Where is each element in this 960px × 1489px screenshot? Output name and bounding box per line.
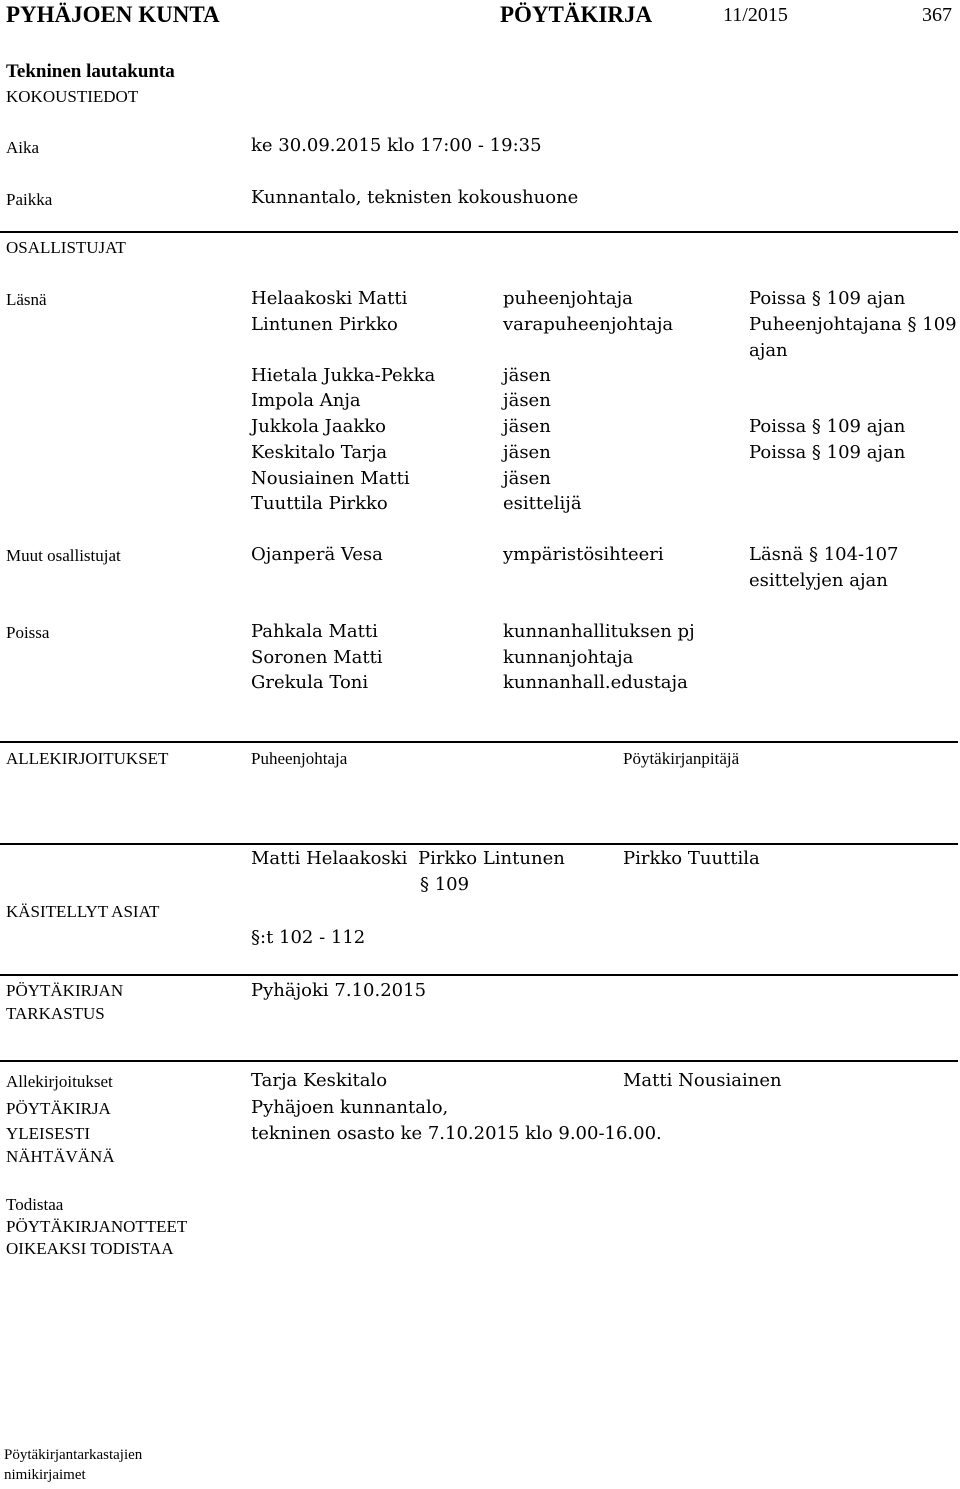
review-label-continued: TARKASTUS (6, 1004, 105, 1023)
participant-note-continued: ajan (749, 340, 788, 361)
participant-role: jäsen (503, 416, 551, 437)
divider-line (0, 231, 958, 233)
participant-note: Läsnä § 104-107 (749, 544, 899, 565)
participant-role: varapuheenjohtaja (503, 314, 674, 335)
participant-role: ympäristösihteeri (503, 544, 664, 565)
certify-label: PÖYTÄKIRJANOTTEET (6, 1217, 188, 1236)
participant-name: Tuuttila Pirkko (251, 493, 388, 514)
signatures-label: ALLEKIRJOITUKSET (6, 749, 169, 768)
vice-chair-note: § 109 (420, 874, 470, 895)
participant-name: Impola Anja (251, 390, 361, 411)
chair-label: Puheenjohtaja (251, 749, 348, 768)
meeting-number: 11/2015 (723, 4, 788, 26)
divider-line (0, 1060, 958, 1062)
public-label-continued: NÄHTÄVÄNÄ (6, 1147, 115, 1166)
others-label: Muut osallistujat (6, 546, 121, 565)
reviewer-name: Tarja Keskitalo (251, 1070, 388, 1091)
participant-role: jäsen (503, 468, 551, 489)
handled-value: §:t 102 - 112 (251, 927, 366, 948)
participant-name: Lintunen Pirkko (251, 314, 398, 335)
participant-name: Pahkala Matti (251, 621, 378, 642)
secretary-name: Pirkko Tuuttila (623, 848, 760, 869)
review-value: Pyhäjoki 7.10.2015 (251, 980, 427, 1001)
participant-role: esittelijä (503, 493, 582, 514)
page-number: 367 (922, 4, 952, 26)
participant-name: Grekula Toni (251, 672, 369, 693)
participant-note-continued: esittelyjen ajan (749, 570, 888, 591)
divider-line (0, 974, 958, 976)
divider-line (0, 741, 958, 743)
participant-role: kunnanjohtaja (503, 647, 634, 668)
footer-label: Pöytäkirjantarkastajien (4, 1447, 143, 1463)
participant-note: Puheenjohtajana § 109 (749, 314, 957, 335)
participant-note: Poissa § 109 ajan (749, 442, 906, 463)
footer-label: nimikirjaimet (4, 1467, 86, 1483)
participant-name: Hietala Jukka-Pekka (251, 365, 436, 386)
participant-role: puheenjohtaja (503, 288, 633, 309)
time-label: Aika (6, 138, 40, 157)
participant-role: kunnanhall.edustaja (503, 672, 688, 693)
participant-name: Keskitalo Tarja (251, 442, 388, 463)
participant-note: Poissa § 109 ajan (749, 416, 906, 437)
participants-title: OSALLISTUJAT (6, 238, 126, 257)
participant-name: Soronen Matti (251, 647, 383, 668)
municipality-name: PYHÄJOEN KUNTA (6, 2, 220, 27)
public-label: PÖYTÄKIRJA (6, 1099, 111, 1118)
certify-label: Todistaa (6, 1195, 64, 1214)
participant-role: jäsen (503, 390, 551, 411)
chair-name: Matti Helaakoski (251, 848, 408, 869)
place-label: Paikka (6, 190, 53, 209)
certify-label: OIKEAKSI TODISTAA (6, 1239, 174, 1258)
place-value: Kunnantalo, teknisten kokoushuone (251, 187, 579, 208)
participant-role: kunnanhallituksen pj (503, 621, 695, 642)
participant-role: jäsen (503, 442, 551, 463)
public-time: tekninen osasto ke 7.10.2015 klo 9.00-16.00. (251, 1123, 662, 1144)
participant-name: Nousiainen Matti (251, 468, 410, 489)
time-value: ke 30.09.2015 klo 17:00 - 19:35 (251, 135, 542, 156)
participant-name: Helaakoski Matti (251, 288, 408, 309)
vice-chair-name: Pirkko Lintunen (418, 848, 565, 869)
reviewer-signatures-label: Allekirjoitukset (6, 1072, 113, 1091)
public-label-continued: YLEISESTI (6, 1124, 91, 1143)
review-label: PÖYTÄKIRJAN (6, 981, 124, 1000)
participant-note: Poissa § 109 ajan (749, 288, 906, 309)
participant-role: jäsen (503, 365, 551, 386)
present-label: Läsnä (6, 290, 47, 309)
divider-line (0, 843, 958, 845)
section-title: KOKOUSTIEDOT (6, 87, 139, 106)
public-location: Pyhäjoen kunnantalo, (251, 1097, 449, 1118)
participant-name: Jukkola Jaakko (251, 416, 386, 437)
participant-name: Ojanperä Vesa (251, 544, 383, 565)
handled-label: KÄSITELLYT ASIAT (6, 902, 160, 921)
reviewer-name: Matti Nousiainen (623, 1070, 782, 1091)
board-name: Tekninen lautakunta (6, 61, 175, 82)
absent-label: Poissa (6, 623, 50, 642)
document-type: PÖYTÄKIRJA (500, 2, 653, 27)
secretary-label: Pöytäkirjanpitäjä (623, 749, 740, 768)
